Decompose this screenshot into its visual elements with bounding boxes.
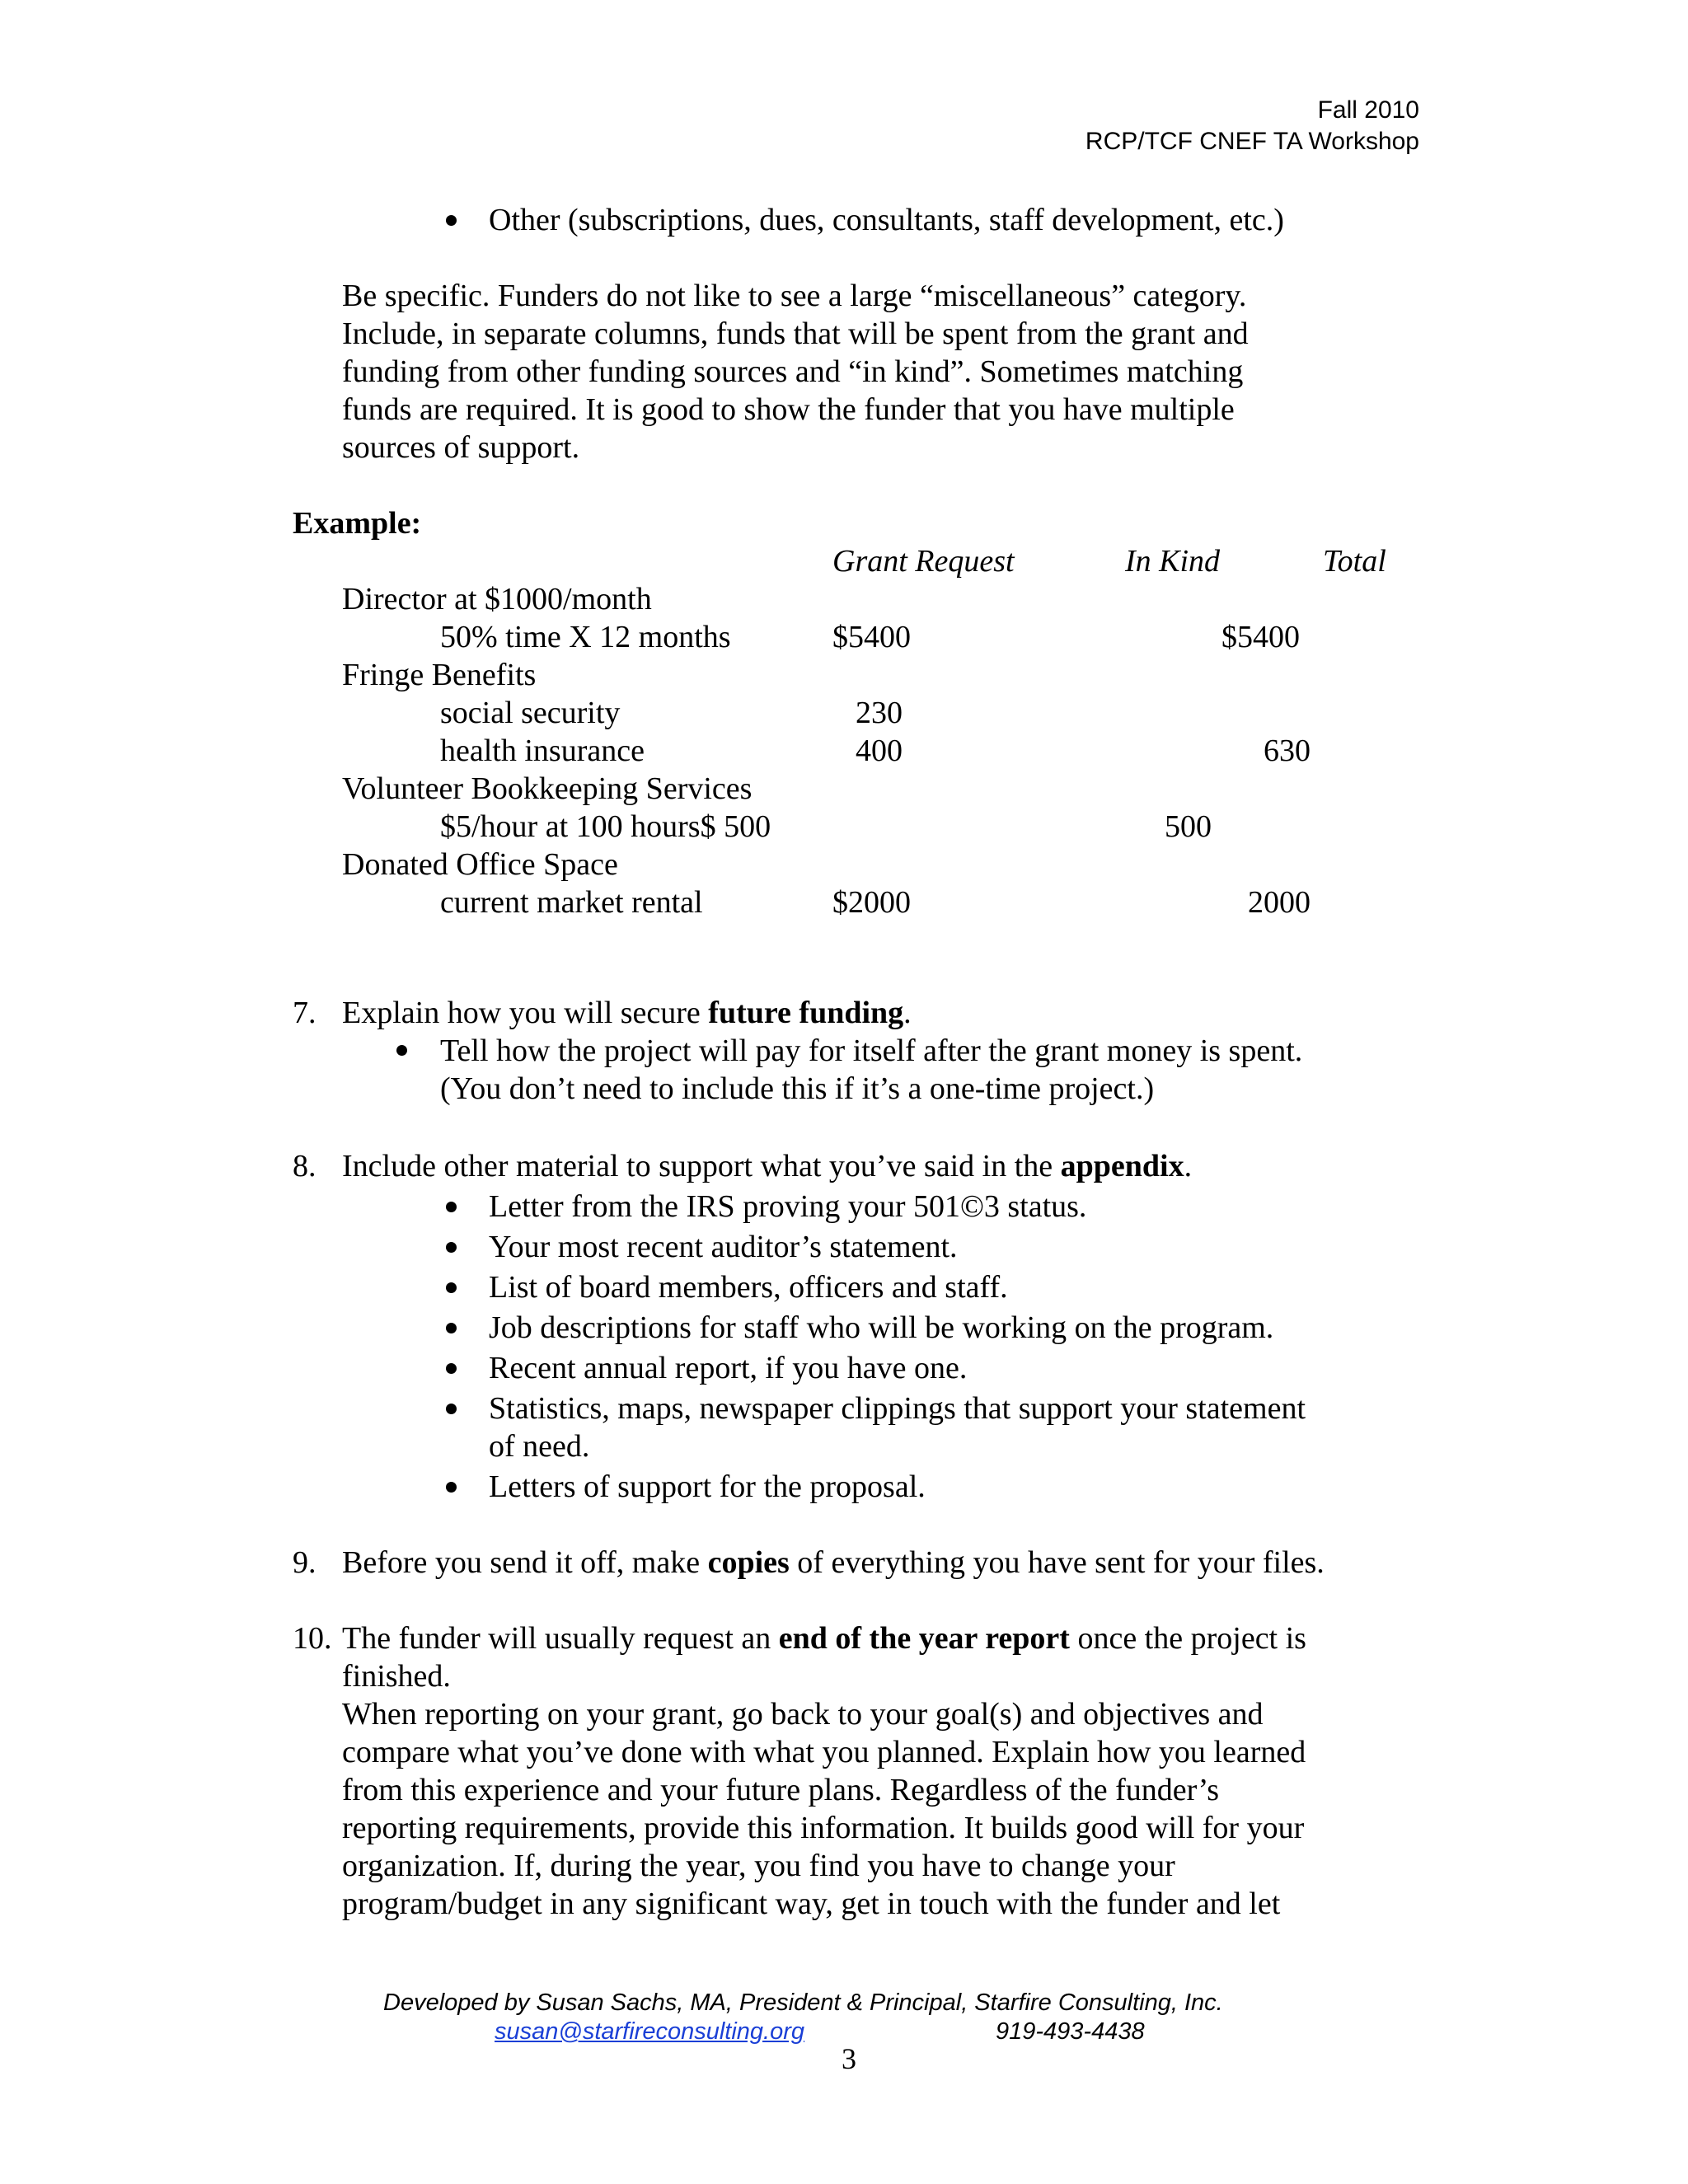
intro-line: sources of support.: [342, 430, 580, 465]
item8-bullet: Recent annual report, if you have one.: [489, 1351, 968, 1385]
item7-number: 7.: [293, 996, 316, 1030]
cell-director-total: $5400: [1221, 620, 1300, 654]
item9-text-before: Before you send it off, make: [342, 1545, 708, 1580]
item7-bullet-line2: (You don’t need to include this if it’s a one-time project.): [440, 1071, 1155, 1106]
bullet-icon: [446, 1323, 457, 1333]
item8-bullet: Job descriptions for staff who will be working on the program.: [489, 1310, 1274, 1345]
row-social-security: social security: [440, 696, 621, 730]
row-health-insurance: health insurance: [440, 733, 645, 768]
bullet-icon: [446, 1202, 457, 1212]
bullet-icon: [446, 215, 457, 226]
header-workshop: RCP/TCF CNEF TA Workshop: [1085, 128, 1419, 155]
row-director: Director at $1000/month: [342, 582, 652, 616]
item8-number: 8.: [293, 1149, 316, 1183]
col-header-inkind: In Kind: [1125, 544, 1221, 579]
item10-line2: finished.: [342, 1659, 451, 1694]
example-label: Example:: [293, 506, 422, 541]
cell-office-total: 2000: [1248, 885, 1311, 920]
item8-text-before: Include other material to support what you’ve said in the: [342, 1149, 1061, 1183]
item10-number: 10.: [293, 1621, 332, 1656]
item9-number: 9.: [293, 1545, 316, 1580]
item7-text-before: Explain how you will secure: [342, 996, 709, 1030]
intro-line: Be specific. Funders do not like to see a large “miscellaneous” category.: [342, 279, 1247, 313]
item10-line: compare what you’ve done with what you planned. Explain how you learned: [342, 1735, 1306, 1769]
item8-bullet: List of board members, officers and staff.: [489, 1270, 1008, 1305]
bullet-icon: [446, 1242, 457, 1253]
item10-text-before: The funder will usually request an: [342, 1621, 779, 1656]
row-volunteer-detail: $5/hour at 100 hours$ 500: [440, 809, 771, 844]
cell-health-insurance-grant: 400: [856, 733, 903, 768]
bullet-icon: [396, 1045, 407, 1056]
intro-line: funding from other funding sources and “in kind”. Sometimes matching: [342, 354, 1244, 389]
item7-text: [342, 994, 912, 1032]
item8-bullet: Letters of support for the proposal.: [489, 1469, 926, 1504]
item10-line: organization. If, during the year, you find you have to change your: [342, 1849, 1175, 1883]
intro-line: Include, in separate columns, funds that will be spent from the grant and: [342, 316, 1249, 351]
cell-director-grant: $5400: [832, 620, 911, 654]
item9-text-after: of everything you have sent for your files.: [789, 1545, 1325, 1580]
item10-line: program/budget in any significant way, get in touch with the funder and let: [342, 1886, 1281, 1921]
bullet-icon: [446, 1282, 457, 1293]
item10-line: from this experience and your future plans. Regardless of the funder’s: [342, 1773, 1220, 1807]
row-director-detail: 50% time X 12 months: [440, 620, 731, 654]
item7-bullet-line1: Tell how the project will pay for itself after the grant money is spent.: [440, 1033, 1303, 1068]
item10-text-after: once the project is: [1069, 1621, 1306, 1656]
header-date: Fall 2010: [1317, 96, 1419, 124]
bullet-icon: [446, 1482, 457, 1493]
footer-email-link[interactable]: susan@starfireconsulting.org: [495, 2018, 805, 2045]
row-volunteer: Volunteer Bookkeeping Services: [342, 771, 753, 806]
item10-text: [342, 1619, 1306, 1657]
item8-text-after: .: [1184, 1149, 1193, 1183]
item8-bullet-continuation: of need.: [489, 1429, 590, 1464]
cell-volunteer-inkind: 500: [1165, 809, 1212, 844]
cell-health-insurance-total: 630: [1264, 733, 1311, 768]
footer-credit: Developed by Susan Sachs, MA, President & Principal, Starfire Consulting, Inc.: [383, 1990, 1223, 2016]
item10-bold: end of the year report: [778, 1621, 1070, 1656]
page-number: 3: [842, 2042, 856, 2075]
cell-office-grant: $2000: [832, 885, 911, 920]
item8-bullet: Your most recent auditor’s statement.: [489, 1230, 958, 1264]
item8-bullet: Letter from the IRS proving your 501©3 status.: [489, 1189, 1087, 1224]
row-office-detail: current market rental: [440, 885, 703, 920]
footer-phone: 919-493-4438: [996, 2018, 1145, 2045]
item10-line: reporting requirements, provide this information. It builds good will for your: [342, 1811, 1305, 1845]
cell-social-security-grant: 230: [856, 696, 903, 730]
item8-bullet: Statistics, maps, newspaper clippings that support your statement: [489, 1391, 1306, 1426]
item10-paragraph: [342, 1695, 1306, 1923]
bullet-icon: [446, 1404, 457, 1414]
bullet-icon: [446, 1363, 457, 1374]
item8-bold: appendix: [1060, 1149, 1184, 1183]
item8-text: [342, 1147, 1192, 1185]
row-fringe: Fringe Benefits: [342, 658, 537, 692]
col-header-total: Total: [1323, 544, 1386, 579]
col-header-grant: Grant Request: [832, 544, 1015, 579]
item9-bold: copies: [707, 1545, 790, 1580]
row-office: Donated Office Space: [342, 847, 618, 882]
item7-text-after: .: [903, 996, 912, 1030]
intro-paragraph: [342, 277, 1249, 466]
top-bullet-text: Other (subscriptions, dues, consultants, staff development, etc.): [489, 203, 1284, 237]
item9-text: [342, 1544, 1325, 1582]
item10-line: When reporting on your grant, go back to your goal(s) and objectives and: [342, 1697, 1264, 1732]
item7-bold: future funding: [708, 996, 904, 1030]
intro-line: funds are required. It is good to show the funder that you have multiple: [342, 392, 1235, 427]
